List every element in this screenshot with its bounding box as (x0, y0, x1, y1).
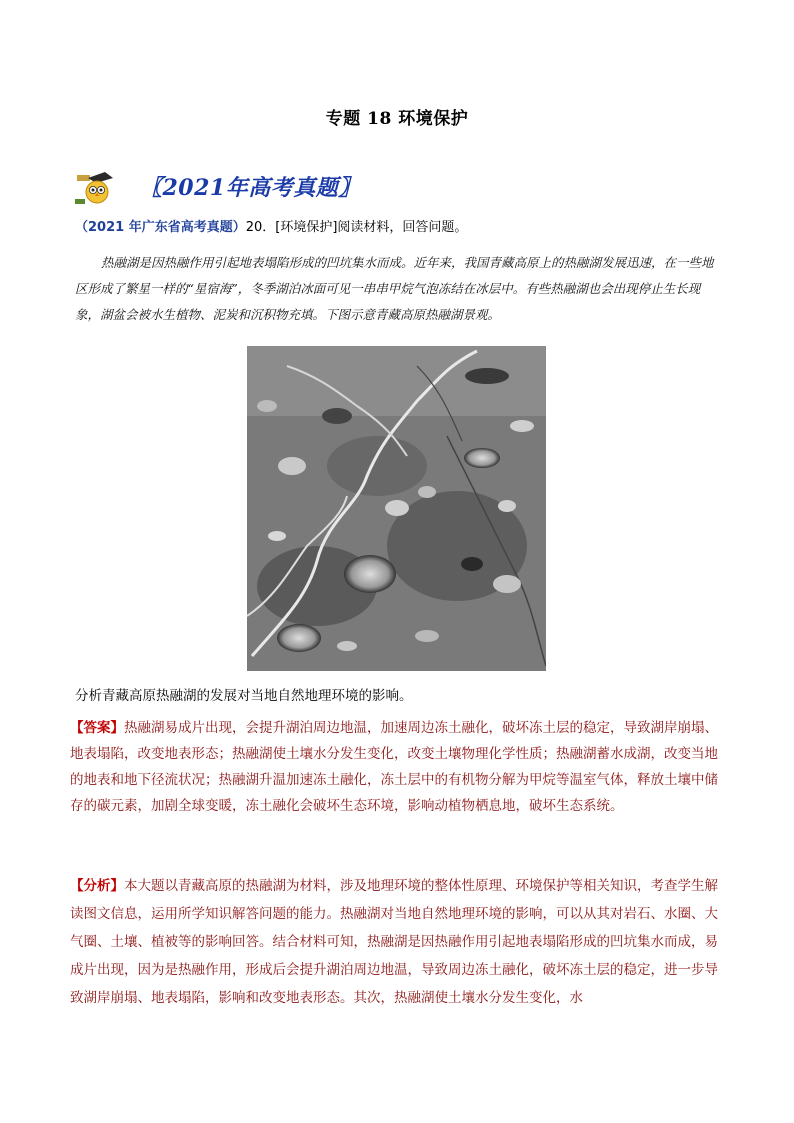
question-source: （2021 年广东省高考真题） (75, 220, 246, 235)
question-passage: 热融湖是因热融作用引起地表塌陷形成的凹坑集水而成。近年来，我国青藏高原上的热融湖发展迅速，在一些地区形成了繁星一样的“星宿海”，冬季湖泊冰面可见一串串甲烷气泡冻结在冰层中。有些热融湖也会出现停止生长现象，湖盆会被水生植物、泥炭和沉积物充填。下图示意青藏高原热融湖景观。 (75, 255, 714, 322)
question-header (75, 219, 467, 237)
page-title: 专题 18 环境保护 (325, 109, 469, 129)
thermokarst-lake-photo (247, 346, 546, 671)
question-prompt: 分析青藏高原热融湖的发展对当地自然地理环境的影响。 (75, 688, 413, 704)
analysis-text: 本大题以青藏高原的热融湖为材料，涉及地理环境的整体性原理、环境保护等相关知识，考查学生解读图文信息，运用所学知识解答问题的能力。热融湖对当地自然地理环境的影响，可以从其对岩石、水圈、大气圈、土壤、植被等的影响回答。结合材料可知，热融湖是因热融作用引起地表塌陷形成的凹坑集水而成，易成片出现，因为是热融作用，形成后会提升湖泊周边地温，导致周边冻土融化，破坏冻土层的稳定，进一步导致湖岸崩塌、地表塌陷，影响和改变地表形态。其次，热融湖使土壤水分发生变化，水 (70, 878, 718, 1006)
answer-block (70, 715, 730, 819)
question-topic: 20．[环境保护]阅读材料，回答问题。 (245, 220, 468, 235)
analysis-block (70, 872, 730, 1012)
answer-label: 【答案】 (70, 720, 124, 736)
section-banner: 〖2021年高考真题〗 (140, 175, 361, 201)
owl-mascot-icon (75, 172, 115, 206)
analysis-label: 【分析】 (70, 878, 124, 894)
answer-text: 热融湖易成片出现，会提升湖泊周边地温，加速周边冻土融化，破坏冻土层的稳定，导致湖岸崩塌、地表塌陷，改变地表形态；热融湖使土壤水分发生变化，改变土壤物理化学性质；热融湖蓄水成湖，改变当地的地表和地下径流状况；热融湖升温加速冻土融化，冻土层中的有机物分解为甲烷等温室气体，释放土壤中储存的碳元素，加剧全球变暖，冻土融化会破坏生态环境，影响动植物栖息地，破坏生态系统。 (70, 720, 718, 814)
